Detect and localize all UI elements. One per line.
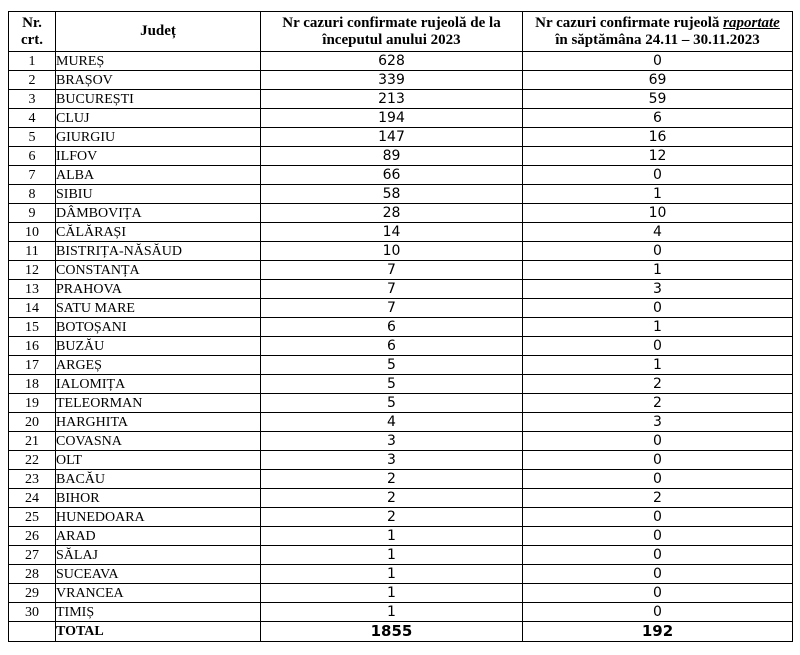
row-nr: 11 <box>9 242 56 261</box>
row-judet: BIHOR <box>56 489 261 508</box>
header-week-line2: în săptămâna 24.11 – 30.11.2023 <box>555 31 760 48</box>
row-total-cases: 58 <box>261 185 523 204</box>
table-row <box>9 166 793 185</box>
header-total-line2: începutul anului 2023 <box>322 31 461 48</box>
row-nr: 7 <box>9 166 56 185</box>
row-total-cases: 2 <box>261 508 523 527</box>
table-row <box>9 565 793 584</box>
row-judet: SIBIU <box>56 185 261 204</box>
row-judet: CONSTANȚA <box>56 261 261 280</box>
row-week-cases: 59 <box>523 90 793 109</box>
header-judet: Județ <box>56 12 261 52</box>
table-row <box>9 375 793 394</box>
row-week-cases: 0 <box>523 451 793 470</box>
table-row <box>9 147 793 166</box>
row-nr: 1 <box>9 52 56 71</box>
row-nr: 15 <box>9 318 56 337</box>
row-total-cases: 213 <box>261 90 523 109</box>
row-week-cases: 12 <box>523 147 793 166</box>
row-week-cases: 0 <box>523 565 793 584</box>
measles-cases-table <box>8 11 793 642</box>
row-week-cases: 1 <box>523 185 793 204</box>
row-total-cases: 3 <box>261 451 523 470</box>
table-row <box>9 90 793 109</box>
row-judet: DÂMBOVIȚA <box>56 204 261 223</box>
row-nr: 5 <box>9 128 56 147</box>
row-nr: 26 <box>9 527 56 546</box>
row-week-cases: 69 <box>523 71 793 90</box>
row-nr: 20 <box>9 413 56 432</box>
row-judet: PRAHOVA <box>56 280 261 299</box>
row-total-cases: 7 <box>261 261 523 280</box>
row-total-cases: 10 <box>261 242 523 261</box>
row-total-cases: 1 <box>261 603 523 622</box>
row-nr: 3 <box>9 90 56 109</box>
row-total-cases: 7 <box>261 299 523 318</box>
header-week-cases <box>523 12 793 52</box>
row-total-cases: 147 <box>261 128 523 147</box>
row-judet: TELEORMAN <box>56 394 261 413</box>
header-nr-crt <box>9 12 56 52</box>
row-week-cases: 0 <box>523 242 793 261</box>
row-week-cases: 10 <box>523 204 793 223</box>
row-total-cases: 66 <box>261 166 523 185</box>
table-row <box>9 508 793 527</box>
row-week-cases: 2 <box>523 394 793 413</box>
table-row <box>9 356 793 375</box>
row-week-cases: 0 <box>523 603 793 622</box>
row-judet: BISTRIȚA-NĂSĂUD <box>56 242 261 261</box>
row-nr: 14 <box>9 299 56 318</box>
header-row <box>9 12 793 52</box>
total-label: TOTAL <box>56 622 261 642</box>
row-nr: 27 <box>9 546 56 565</box>
row-judet: ALBA <box>56 166 261 185</box>
table-row <box>9 280 793 299</box>
row-nr: 30 <box>9 603 56 622</box>
row-total-cases: 1 <box>261 584 523 603</box>
row-week-cases: 0 <box>523 52 793 71</box>
table-row <box>9 546 793 565</box>
row-judet: GIURGIU <box>56 128 261 147</box>
row-nr: 2 <box>9 71 56 90</box>
row-judet: OLT <box>56 451 261 470</box>
table-row <box>9 299 793 318</box>
row-week-cases: 6 <box>523 109 793 128</box>
header-nr-line1: Nr. <box>22 14 42 31</box>
row-week-cases: 4 <box>523 223 793 242</box>
row-judet: BUZĂU <box>56 337 261 356</box>
row-judet: CĂLĂRAȘI <box>56 223 261 242</box>
table-row <box>9 489 793 508</box>
table-row <box>9 394 793 413</box>
table-row <box>9 71 793 90</box>
row-judet: ARAD <box>56 527 261 546</box>
table-row <box>9 185 793 204</box>
row-total-cases: 1 <box>261 546 523 565</box>
row-week-cases: 0 <box>523 432 793 451</box>
row-nr: 28 <box>9 565 56 584</box>
row-week-cases: 0 <box>523 508 793 527</box>
row-total-cases: 14 <box>261 223 523 242</box>
row-judet: SATU MARE <box>56 299 261 318</box>
row-week-cases: 3 <box>523 280 793 299</box>
row-total-cases: 28 <box>261 204 523 223</box>
row-nr: 6 <box>9 147 56 166</box>
row-nr: 17 <box>9 356 56 375</box>
table-row <box>9 432 793 451</box>
row-nr: 4 <box>9 109 56 128</box>
row-week-cases: 1 <box>523 356 793 375</box>
table-header <box>9 12 793 52</box>
row-nr: 8 <box>9 185 56 204</box>
row-judet: HARGHITA <box>56 413 261 432</box>
row-week-cases: 3 <box>523 413 793 432</box>
row-nr: 9 <box>9 204 56 223</box>
table-row <box>9 603 793 622</box>
table-row <box>9 109 793 128</box>
row-week-cases: 0 <box>523 166 793 185</box>
row-nr: 25 <box>9 508 56 527</box>
row-total-cases: 4 <box>261 413 523 432</box>
row-nr: 29 <box>9 584 56 603</box>
total-row-nr-empty <box>9 622 56 642</box>
row-week-cases: 1 <box>523 318 793 337</box>
header-week-line1-prefix: Nr cazuri confirmate rujeolă <box>535 14 724 31</box>
row-week-cases: 2 <box>523 489 793 508</box>
row-total-cases: 2 <box>261 489 523 508</box>
row-judet: SĂLAJ <box>56 546 261 565</box>
table-row <box>9 223 793 242</box>
row-week-cases: 2 <box>523 375 793 394</box>
table-body <box>9 52 793 642</box>
row-judet: VRANCEA <box>56 584 261 603</box>
header-total-line1: Nr cazuri confirmate rujeolă de la <box>282 14 501 31</box>
row-total-cases: 6 <box>261 337 523 356</box>
row-nr: 18 <box>9 375 56 394</box>
row-total-cases: 5 <box>261 394 523 413</box>
row-nr: 24 <box>9 489 56 508</box>
row-judet: BOTOȘANI <box>56 318 261 337</box>
row-week-cases: 0 <box>523 299 793 318</box>
row-week-cases: 1 <box>523 261 793 280</box>
row-judet: BUCUREȘTI <box>56 90 261 109</box>
row-judet: ARGEȘ <box>56 356 261 375</box>
row-total-cases: 5 <box>261 375 523 394</box>
table-row <box>9 451 793 470</box>
row-total-cases: 194 <box>261 109 523 128</box>
row-week-cases: 0 <box>523 527 793 546</box>
row-nr: 21 <box>9 432 56 451</box>
row-nr: 13 <box>9 280 56 299</box>
table-row <box>9 204 793 223</box>
row-judet: BRAȘOV <box>56 71 261 90</box>
total-week-sum: 192 <box>523 622 793 642</box>
row-week-cases: 0 <box>523 470 793 489</box>
row-judet: CLUJ <box>56 109 261 128</box>
total-cases-sum: 1855 <box>261 622 523 642</box>
row-judet: HUNEDOARA <box>56 508 261 527</box>
table-row <box>9 52 793 71</box>
row-judet: IALOMIȚA <box>56 375 261 394</box>
row-week-cases: 0 <box>523 546 793 565</box>
row-nr: 23 <box>9 470 56 489</box>
row-judet: MUREȘ <box>56 52 261 71</box>
row-total-cases: 1 <box>261 527 523 546</box>
row-judet: BACĂU <box>56 470 261 489</box>
row-judet: ILFOV <box>56 147 261 166</box>
table-row <box>9 413 793 432</box>
row-nr: 10 <box>9 223 56 242</box>
row-total-cases: 2 <box>261 470 523 489</box>
row-week-cases: 0 <box>523 584 793 603</box>
table-row <box>9 527 793 546</box>
row-total-cases: 6 <box>261 318 523 337</box>
table-row <box>9 337 793 356</box>
row-total-cases: 5 <box>261 356 523 375</box>
table-row <box>9 584 793 603</box>
table-row <box>9 128 793 147</box>
row-judet: COVASNA <box>56 432 261 451</box>
row-total-cases: 628 <box>261 52 523 71</box>
row-total-cases: 89 <box>261 147 523 166</box>
row-nr: 16 <box>9 337 56 356</box>
row-week-cases: 16 <box>523 128 793 147</box>
table-row <box>9 261 793 280</box>
row-judet: SUCEAVA <box>56 565 261 584</box>
row-week-cases: 0 <box>523 337 793 356</box>
row-total-cases: 1 <box>261 565 523 584</box>
row-total-cases: 3 <box>261 432 523 451</box>
table-row <box>9 318 793 337</box>
table-row <box>9 470 793 489</box>
row-nr: 22 <box>9 451 56 470</box>
table-row <box>9 242 793 261</box>
header-week-line1-emph: raportate <box>723 14 780 31</box>
row-total-cases: 339 <box>261 71 523 90</box>
total-row <box>9 622 793 642</box>
header-total-cases <box>261 12 523 52</box>
row-judet: TIMIȘ <box>56 603 261 622</box>
row-total-cases: 7 <box>261 280 523 299</box>
row-nr: 19 <box>9 394 56 413</box>
row-nr: 12 <box>9 261 56 280</box>
header-nr-line2: crt. <box>20 31 44 48</box>
